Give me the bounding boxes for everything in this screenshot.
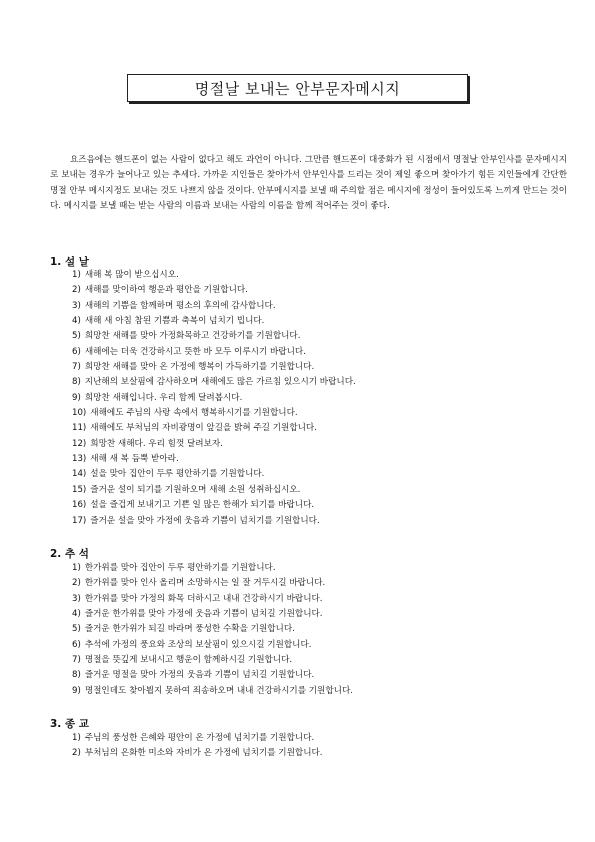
list-item: 17) 즐거운 설을 맞아 가정에 웃음과 기쁨이 넘치기를 기원합니다.: [72, 515, 320, 526]
list-item: 5) 희망찬 새해를 맞아 가정화목하고 건강하기를 기원합니다.: [72, 331, 301, 342]
list-item: 1) 새해 복 많이 받으십시오.: [72, 270, 179, 280]
title-text: 명절날 보내는 안부문자메시지: [194, 79, 401, 98]
list-item: 9) 희망찬 새해입니다. 우리 함께 달려봅시다.: [72, 392, 243, 403]
intro-paragraph: 요즈음에는 핸드폰이 없는 사람이 없다고 해도 과언이 아니다. 그만큼 핸드폰이 대중화가 된 시점에서 명절날 안부인사를 문자메시지로 보내는 경우가 늘어나고 있는 추세다. 가까운 지인들은 찾아가서 안부인사를 드리는 것이 제일 좋으며 찾아가기 힘든 지인들에게 간단한 명절 안부 메시지정도 보내는 것도 나쁘지 않을 것이다. 안부메시지를 보낼 때 주의할 점은 메시지에 정성이 들어있도록 느끼게 만드는 것이다. 메시지를 보낼 때는 받는 사람의 이름과 보내는 사람의 이름을 함께 적어주는 것이 좋다.: [50, 155, 567, 212]
list-item: 16) 설을 즐겁게 보내기고 기쁜 일 많은 한해가 되기를 바랍니다.: [72, 500, 315, 511]
section-heading-religion: 3. 종 교: [50, 718, 89, 730]
list-item: 8) 지난해의 보살핌에 감사하오며 새해에도 많은 가르침 있으시기 바랍니다.: [72, 377, 356, 388]
list-item: 7) 명절을 뜻깊게 보내시고 행운이 함께하시길 기원합니다.: [72, 655, 293, 666]
list-item: 8) 즐거운 명절을 맞아 가정의 웃음과 기쁨이 넘치길 기원합니다.: [72, 670, 315, 681]
list-item: 6) 새해에는 더욱 건강하시고 뜻한 바 모두 이루시기 바랍니다.: [72, 346, 306, 357]
document-title: [127, 74, 468, 102]
list-item: 2) 새해를 맞이하여 행운과 평안을 기원합니다.: [72, 285, 248, 296]
list-item: 6) 추석에 가정의 풍요와 조상의 보살핌이 있으시길 기원합니다.: [72, 639, 312, 650]
list-item: 2) 한가위를 맞아 인사 올리며 소망하시는 일 잘 거두시길 바랍니다.: [72, 578, 326, 589]
section-heading-chuseok: 2. 추 석: [50, 548, 89, 560]
list-item: 1) 주님의 풍성한 은혜와 평안이 온 가정에 넘치기를 기원합니다.: [72, 733, 315, 743]
list-item: 3) 새해의 기쁨을 함께하며 평소의 후의에 감사합니다.: [72, 300, 276, 311]
list-item: 7) 희망찬 새해를 맞아 온 가정에 행복이 가득하기를 기원합니다.: [72, 362, 315, 373]
list-item: 4) 즐거운 한가위를 맞아 가정에 웃음과 기쁨이 넘치길 기원합니다.: [72, 609, 323, 620]
religion-message-list: [72, 731, 323, 762]
list-item: 12) 희망찬 새해다. 우리 힘껏 달려보자.: [72, 438, 223, 449]
list-item: 2) 부처님의 온화한 미소와 자비가 온 가정에 넘치기를 기원합니다.: [72, 748, 323, 759]
list-item: 1) 한가위를 맞아 집안이 두루 평안하기를 기원합니다.: [72, 563, 276, 573]
chuseok-message-list: [72, 561, 353, 699]
list-item: 3) 한가위를 맞아 가정의 화목 더하시고 내내 건강하시기 바랍니다.: [72, 593, 323, 604]
seollal-message-list: [72, 268, 356, 529]
list-item: 13) 새해 새 복 듬뿍 받아라.: [72, 454, 179, 465]
list-item: 10) 새해에도 주님의 사랑 속에서 행복하시기를 기원합니다.: [72, 408, 298, 419]
list-item: 15) 즐거운 설이 되기를 기원하오며 새해 소원 성취하십시오.: [72, 484, 301, 495]
section-heading-seollal: 1. 설 날: [50, 256, 89, 268]
list-item: 4) 새해 새 아침 참된 기쁨과 축복이 넘치기 빕니다.: [72, 316, 265, 327]
list-item: 11) 새해에도 부처님의 자비광명이 앞길을 밝혀 주길 기원합니다.: [72, 423, 317, 434]
list-item: 9) 명절인데도 찾아뵙지 못하여 죄송하오며 내내 건강하시기를 기원합니다.: [72, 685, 353, 696]
list-item: 5) 즐거운 한가위가 되길 바라며 풍성한 수확을 기원합니다.: [72, 624, 295, 635]
list-item: 14) 설을 맞아 집안이 두루 평안하기를 기원합니다.: [72, 469, 265, 480]
